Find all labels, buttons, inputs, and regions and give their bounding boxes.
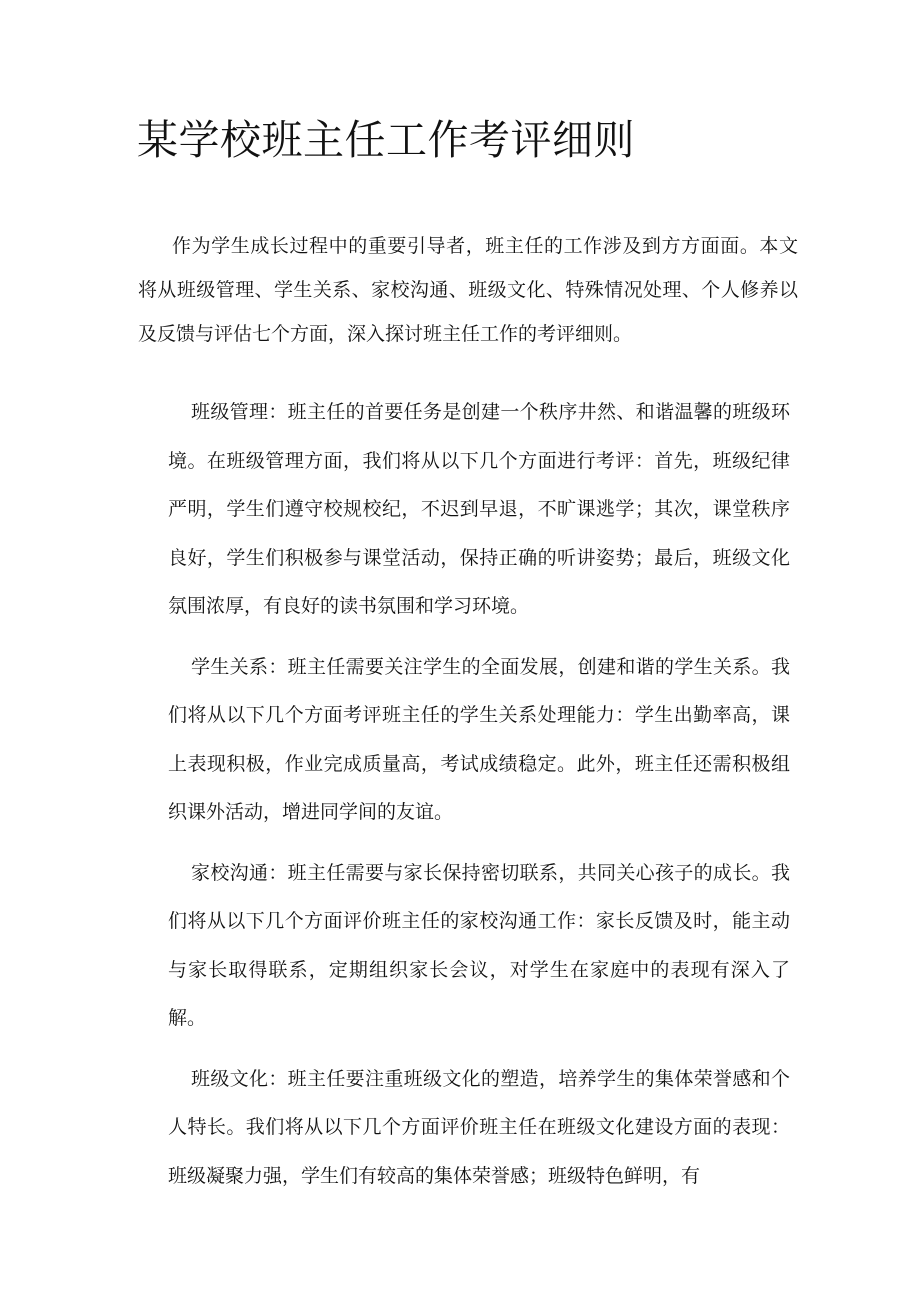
section-student-relations: 学生关系：班主任需要关注学生的全面发展，创建和谐的学生关系。我们将从以下几个方面考评班主任的学生关系处理能力：学生出勤率高，课上表现积极，作业完成质量高，考试成绩稳定。此外，班主任还需积极组织课外活动，增进同学间的友谊。 bbox=[168, 655, 790, 823]
section-home-school-communication: 家校沟通：班主任需要与家长保持密切联系，共同关心孩子的成长。我们将从以下几个方面评价班主任的家校沟通工作：家长反馈及时，能主动与家长取得联系，定期组织家长会议，对学生在家庭中的表现有深入了解。 bbox=[168, 861, 790, 1029]
intro-paragraph: 作为学生成长过程中的重要引导者，班主任的工作涉及到方方面面。本文将从班级管理、学生关系、家校沟通、班级文化、特殊情况处理、个人修养以及反馈与评估七个方面，深入探讨班主任工作的考评细则。 bbox=[138, 235, 798, 345]
section-class-management: 班级管理：班主任的首要任务是创建一个秩序井然、和谐温馨的班级环境。在班级管理方面，我们将从以下几个方面进行考评：首先，班级纪律严明，学生们遵守校规校纪，不迟到早退，不旷课逃学；其次，课堂秩序良好，学生们积极参与课堂活动，保持正确的听讲姿势；最后，班级文化氛围浓厚，有良好的读书氛围和学习环境。 bbox=[168, 401, 790, 617]
document-title: 某学校班主任工作考评细则 bbox=[137, 116, 635, 164]
section-list bbox=[168, 388, 790, 1212]
section-class-culture: 班级文化：班主任要注重班级文化的塑造，培养学生的集体荣誉感和个人特长。我们将从以下几个方面评价班主任在班级文化建设方面的表现：班级凝聚力强，学生们有较高的集体荣誉感；班级特色鲜明，有 bbox=[168, 1067, 790, 1187]
